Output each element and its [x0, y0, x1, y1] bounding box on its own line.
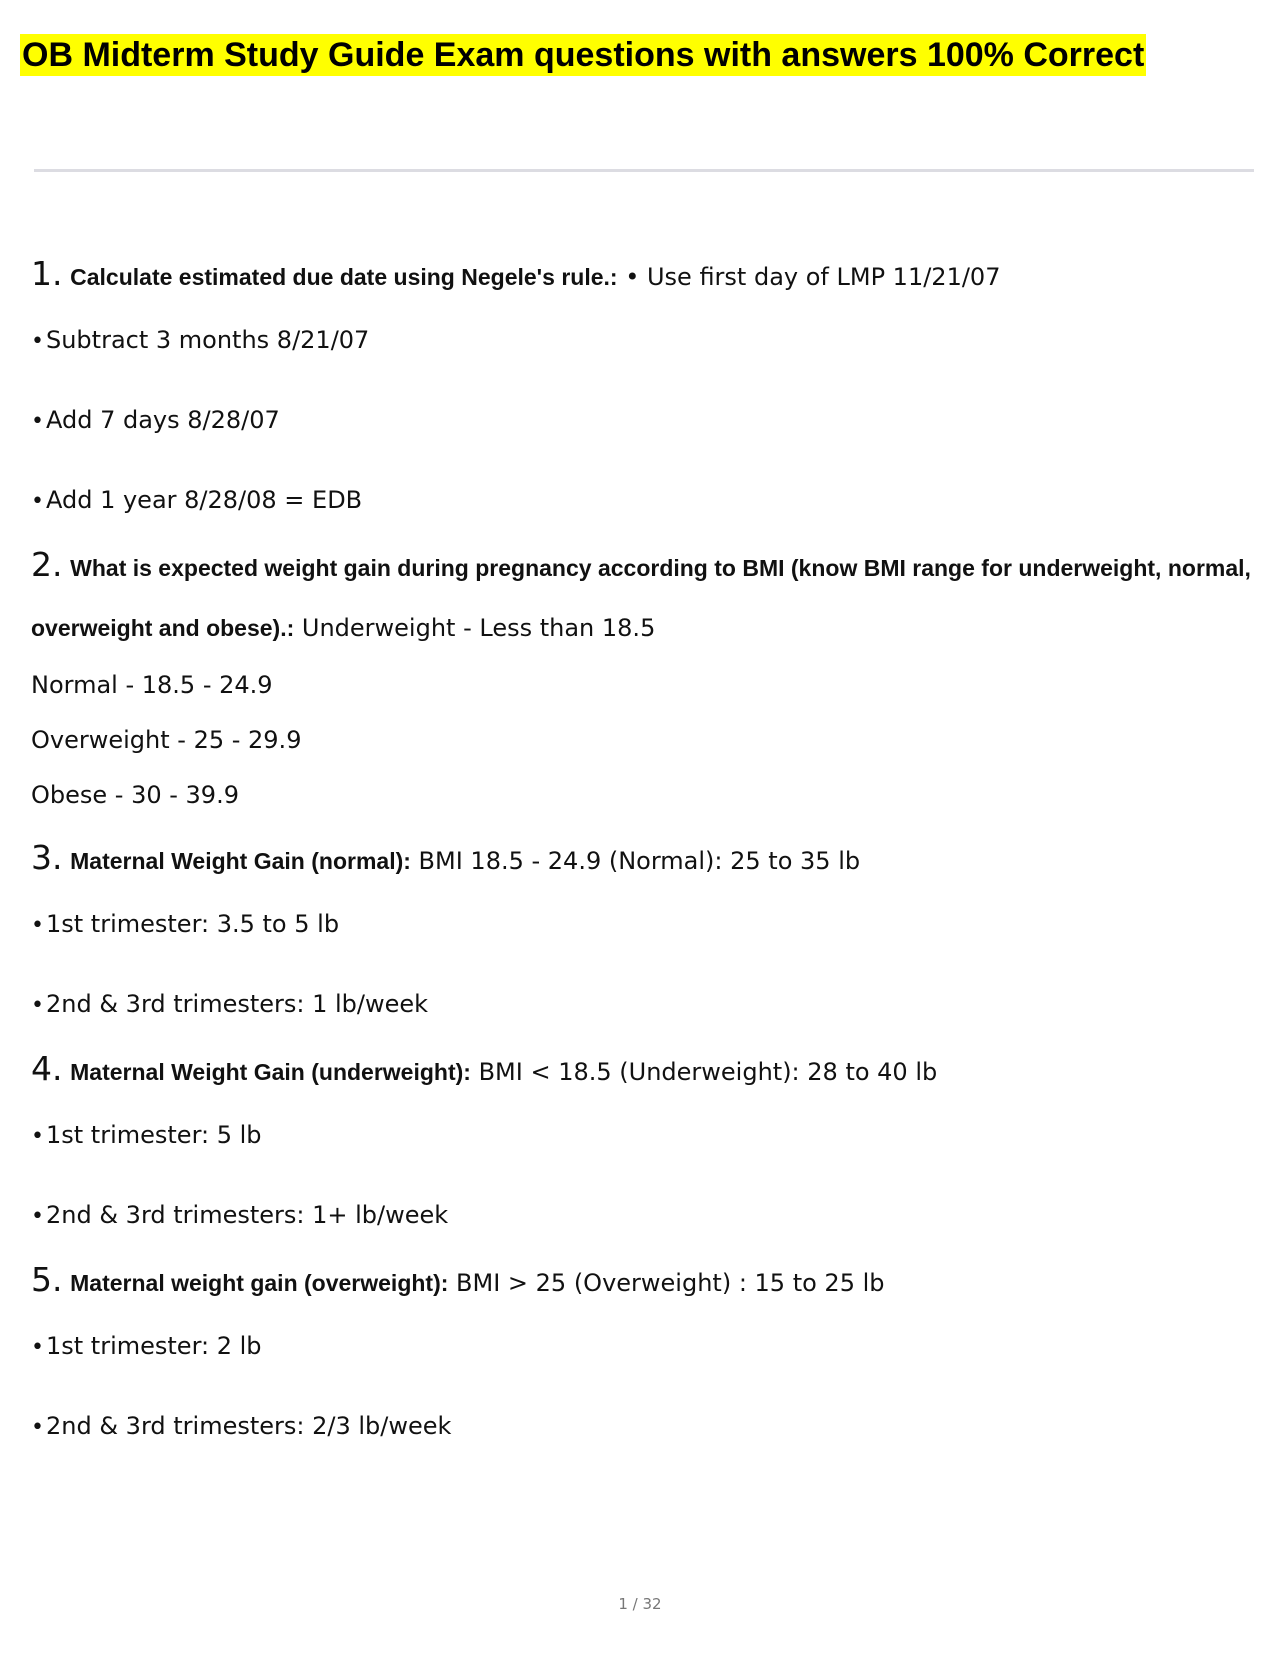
bullet-text: 2nd & 3rd trimesters: 1+ lb/week [45, 1201, 449, 1229]
bullet-icon: • [31, 409, 44, 434]
bullet-text: Subtract 3 months 8/21/07 [45, 326, 370, 354]
bullet-text: 1st trimester: 3.5 to 5 lb [45, 910, 340, 938]
answer-bullet [31, 909, 1261, 941]
bullet-icon: • [31, 329, 44, 354]
question-2 [31, 535, 1261, 810]
question-3 [31, 828, 1261, 1021]
question-number: 1. [31, 254, 63, 293]
question-answer: BMI 18.5 - 24.9 (Normal): 25 to 35 lb [410, 847, 861, 875]
question-number: 4. [31, 1049, 63, 1088]
bullet-text: 1st trimester: 2 lb [45, 1332, 262, 1360]
question-number: 3. [31, 838, 63, 877]
answer-bullet [31, 1200, 1261, 1232]
header-divider [34, 169, 1254, 172]
bullet-text: Add 1 year 8/28/08 = EDB [45, 486, 363, 514]
question-1 [31, 244, 1261, 517]
question-number: 5. [31, 1260, 63, 1299]
bullet-text: 2nd & 3rd trimesters: 1 lb/week [45, 990, 429, 1018]
question-label: Maternal Weight Gain (normal): [70, 848, 411, 874]
answer-bullet [31, 1411, 1261, 1443]
bullet-icon: • [31, 1415, 44, 1440]
bullet-icon: • [31, 993, 44, 1018]
question-label: Calculate estimated due date using Negele's rule.: [70, 264, 618, 290]
question-list [31, 244, 1261, 1443]
question-answer: • Use first day of LMP 11/21/07 [617, 263, 1001, 291]
answer-bullet [31, 1120, 1261, 1152]
question-line [31, 828, 1261, 891]
answer-bullet [31, 989, 1261, 1021]
question-answer: Underweight - Less than 18.5 [294, 614, 656, 642]
question-answer: BMI < 18.5 (Underweight): 28 to 40 lb [470, 1058, 938, 1086]
question-label: What is expected weight gain during pregnancy according to BMI (know BMI range for underweight, normal, overweight and obese).: [31, 555, 1251, 641]
bullet-icon: • [31, 1124, 44, 1149]
bullet-icon: • [31, 1204, 44, 1229]
question-label: Maternal weight gain (overweight): [70, 1270, 449, 1296]
question-5 [31, 1250, 1261, 1443]
bmi-range-line: Obese - 30 - 39.9 [31, 781, 239, 809]
bullet-text: Add 7 days 8/28/07 [45, 406, 280, 434]
question-line [31, 1039, 1261, 1102]
title-wrapper [20, 34, 1260, 76]
bullet-icon: • [31, 489, 44, 514]
question-line [31, 244, 1261, 307]
bullet-icon: • [31, 1335, 44, 1360]
document-title: OB Midterm Study Guide Exam questions with answers 100% Correct [22, 36, 1145, 74]
question-number: 2. [31, 545, 63, 584]
answer-bullet [31, 1331, 1261, 1363]
question-answer: BMI > 25 (Overweight) : 15 to 25 lb [448, 1269, 885, 1297]
question-line [31, 1250, 1261, 1313]
bullet-text: 1st trimester: 5 lb [45, 1121, 262, 1149]
question-4 [31, 1039, 1261, 1232]
question-label: Maternal Weight Gain (underweight): [70, 1059, 471, 1085]
bmi-range-line: Overweight - 25 - 29.9 [31, 726, 302, 754]
bmi-range-line: Normal - 18.5 - 24.9 [31, 671, 273, 699]
page-indicator: 1 / 32 [618, 1595, 662, 1613]
question-line [31, 535, 1261, 658]
bullet-text: 2nd & 3rd trimesters: 2/3 lb/week [45, 1412, 452, 1440]
answer-bullet [31, 485, 1261, 517]
answer-bullet [31, 325, 1261, 357]
answer-bullet [31, 405, 1261, 437]
bullet-icon: • [31, 913, 44, 938]
